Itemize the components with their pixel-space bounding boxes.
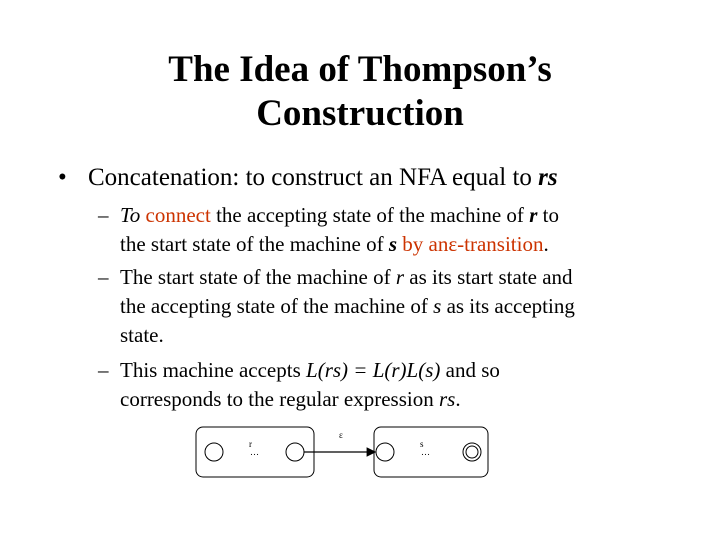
bullet-expr: rs [538, 164, 558, 191]
machine-s-box [374, 427, 488, 477]
epsilon-transition-label: ε [339, 430, 343, 440]
sub3-l2-start: corresponds to the regular expression [120, 387, 439, 411]
sub1-l1-rest: the accepting state of the machine of [210, 203, 530, 227]
sub-dash-1: – [98, 203, 109, 227]
machine-r-dots: … [250, 447, 259, 457]
sub1-l2-s: s [388, 232, 398, 256]
bullet-marker: • [58, 164, 67, 191]
sub1-l2-eps: ε-transition [448, 232, 544, 256]
sub3-l1-start: This machine accepts [120, 358, 307, 382]
sub1-to: To [120, 203, 146, 227]
machine-r-label: r [249, 439, 252, 449]
machine-s-dots: … [421, 447, 430, 457]
sub1-l1-end: to [537, 203, 559, 227]
sub3-l2-end: . [455, 387, 461, 411]
sub2-l1-start: The start state of the machine of [120, 265, 396, 289]
sub2-l1-r: r [395, 265, 404, 289]
machine-r-start-state [205, 443, 223, 461]
machine-s-accept-state-inner [466, 446, 478, 458]
sub2-l2-start: the accepting state of the machine of [120, 294, 434, 318]
title-line-1: The Idea of Thompson’s [168, 49, 552, 90]
sub3-l1-end: and so [440, 358, 500, 382]
sub-dash-2: – [98, 265, 109, 289]
title-line-2: Construction [256, 93, 464, 134]
sub1-l2-end: . [543, 232, 549, 256]
machine-r-accept-state [286, 443, 304, 461]
sub1-l2-by: by an [397, 232, 449, 256]
sub3-l2-expr: rs [439, 387, 456, 411]
bullet-lead: Concatenation: to construct an NFA equal to [88, 164, 539, 191]
machine-s-label: s [420, 439, 424, 449]
machine-s-start-state [376, 443, 394, 461]
sub-dash-3: – [98, 358, 109, 382]
sub1-l2-start: the start state of the machine of [120, 232, 389, 256]
sub2-l2-s: s [433, 294, 442, 318]
sub2-line-3: state. [120, 323, 164, 347]
sub2-l2-end: as its accepting [441, 294, 575, 318]
sub1-l1-r: r [529, 203, 538, 227]
sub3-l1-expr: L(rs) = L(r)L(s) [306, 358, 441, 382]
sub2-l1-end: as its start state and [404, 265, 573, 289]
sub1-connect: connect [145, 203, 211, 227]
